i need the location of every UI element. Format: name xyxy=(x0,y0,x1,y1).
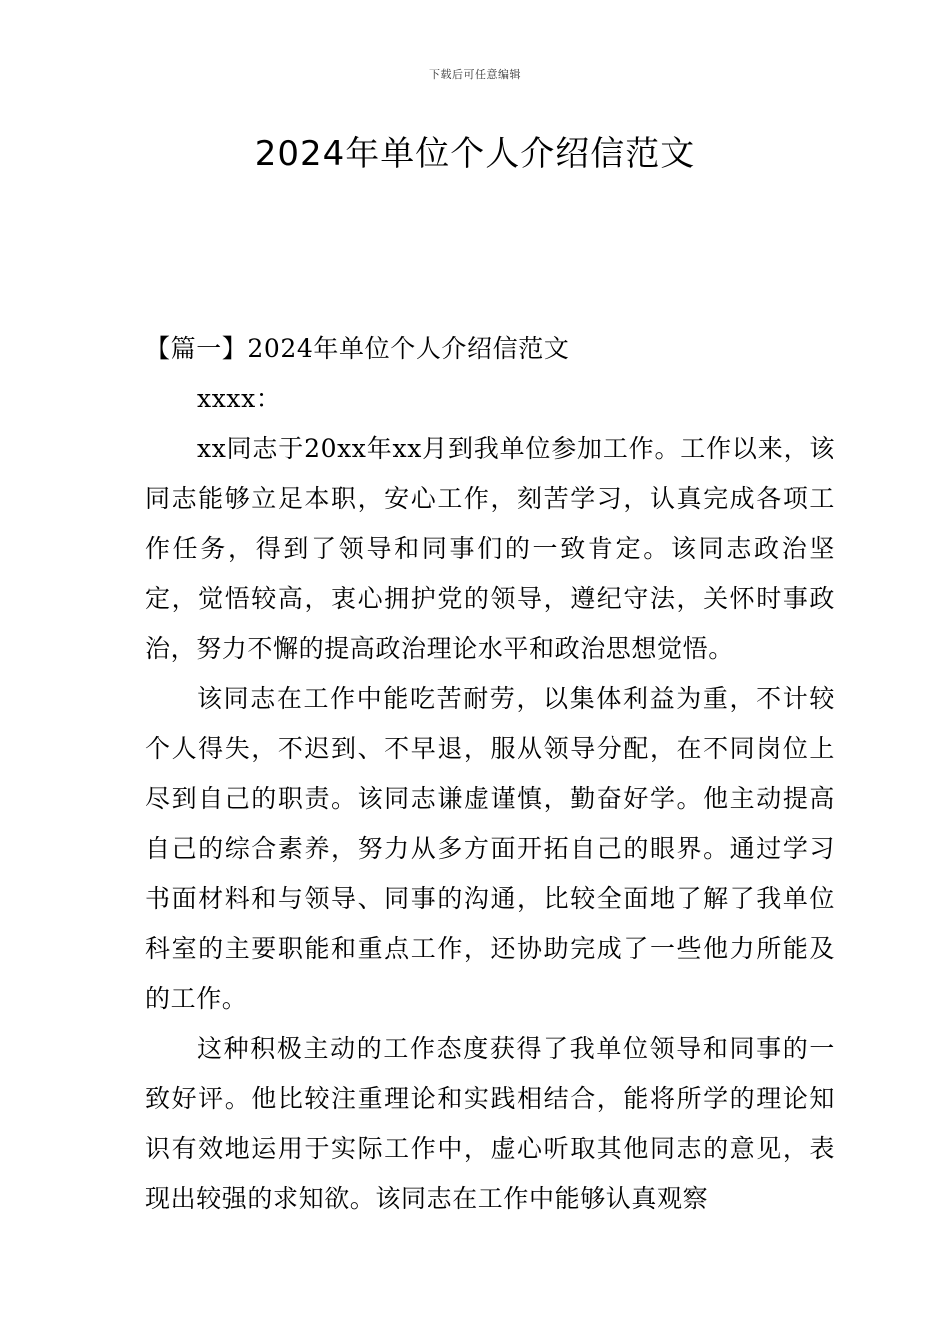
body-paragraph: xx同志于20xx年xx月到我单位参加工作。工作以来，该同志能够立足本职，安心工作，刻苦学习，认真完成各项工作任务，得到了领导和同事们的一致肯定。该同志政治坚定，觉悟较高，衷心拥护党的领导，遵纪守法，关怀时事政治，努力不懈的提高政治理论水平和政治思想觉悟。 xyxy=(145,434,835,663)
body-paragraph: 该同志在工作中能吃苦耐劳，以集体利益为重，不计较个人得失，不迟到、不早退，服从领导分配，在不同岗位上尽到自己的职责。该同志谦虚谨慎，勤奋好学。他主动提高自己的综合素养，努力从多方面开拓自己的眼界。通过学习书面材料和与领导、同事的沟通，比较全面地了解了我单位科室的主要职能和重点工作，还协助完成了一些他力所能及的工作。 xyxy=(145,684,835,1013)
document-title: 2024年单位个人介绍信范文 xyxy=(254,134,696,174)
salutation: xxxx： xyxy=(197,384,282,413)
header-note: 下载后可任意编辑 xyxy=(429,68,521,81)
body-paragraph: 这种积极主动的工作态度获得了我单位领导和同事的一致好评。他比较注重理论和实践相结合，能将所学的理论知识有效地运用于实际工作中，虚心听取其他同志的意见，表现出较强的求知欲。该同志在工作中能够认真观察 xyxy=(145,1034,835,1213)
section-heading: 【篇一】2024年单位个人介绍信范文 xyxy=(145,334,570,363)
document-body xyxy=(145,324,835,1224)
